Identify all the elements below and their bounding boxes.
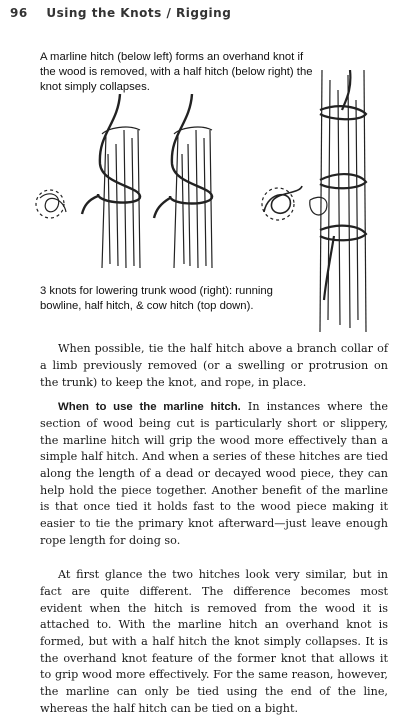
page-number: 96 — [10, 6, 28, 20]
running-header — [10, 6, 406, 20]
figure-caption-bottom: 3 knots for lowering trunk wood (right): running bowline, half hitch, & cow hitch (top down). — [40, 285, 273, 312]
paragraph-when-to-use — [40, 399, 388, 549]
paragraph-hitch-difference: At first glance the two hitches look very similar, but in fact are quite different. The difference becomes most evident when the hitch is removed from the wood it is attached to. With the marline hitch an overhand knot is formed, but with a half hitch the knot simply collapses. It is the overhand knot feature of the former knot that allows it to grip wood more effectively. For the same reason, however, the marline can only be tied using the end of the line, whereas the half hitch can be tied on a bight. — [40, 568, 388, 715]
section-heading-when-to-use: When to use the marline hitch. — [58, 401, 241, 414]
half-hitch — [320, 174, 366, 188]
rope-left — [82, 94, 140, 214]
trunk-knots-illustration — [300, 70, 384, 332]
wood-piece-right — [174, 127, 212, 268]
paragraph-half-hitch-placement: When possible, tie the half hitch above a branch collar of a limb previously removed (or a swelling or protrusion on the trunk) to keep the knot, and rope, in place. — [40, 342, 388, 389]
wood-piece-left — [102, 127, 140, 268]
running-bowline — [320, 70, 366, 119]
branch-stub — [310, 197, 327, 215]
trunk-right-edge — [364, 70, 366, 332]
paragraph-when-to-use-text: In instances where the section of wood being cut is particularly short or slippery, the marline hitch will grip the wood more effectively than a simple half hitch. And when a series of these hitches are tied along the length of a dead or decayed wood piece, they can help hold the piece together. Another benefit of the marline is that once tied it holds fast to the wood piece making it easier to tie the primary knot afterward—just leave enough rope length for doing so. — [40, 400, 388, 547]
hitch-comparison-illustration — [28, 94, 304, 268]
running-title: Using the Knots / Rigging — [46, 6, 232, 20]
cow-hitch — [320, 226, 366, 300]
figure-caption-top: A marline hitch (below left) forms an overhand knot if the wood is removed, with a half hitch (below right) the knot simply collapses. — [40, 51, 313, 93]
